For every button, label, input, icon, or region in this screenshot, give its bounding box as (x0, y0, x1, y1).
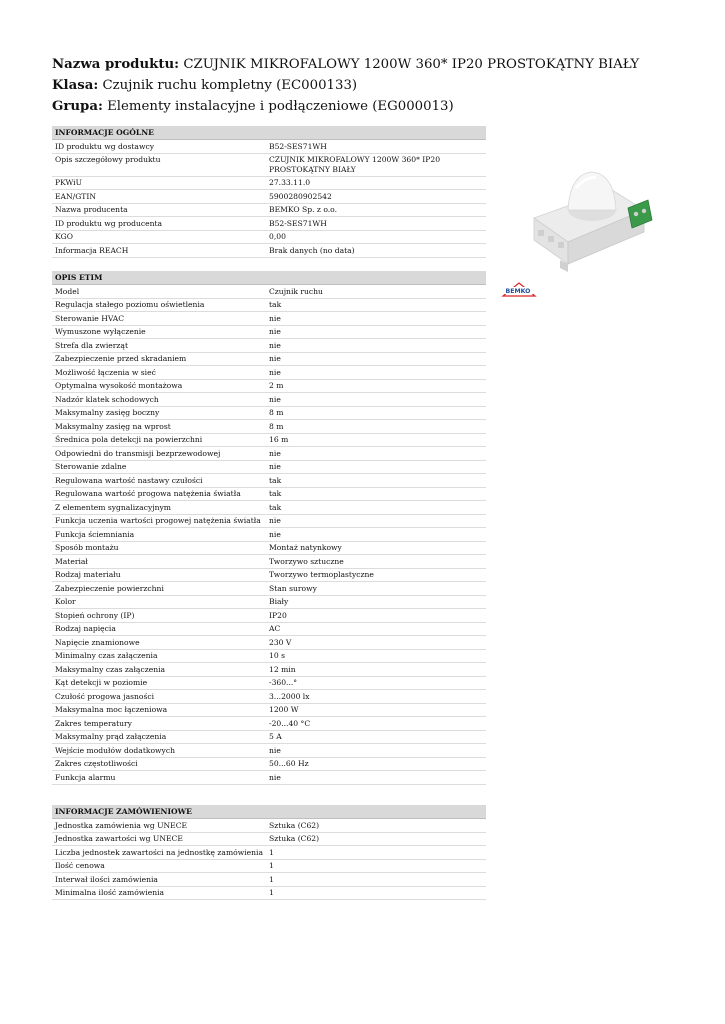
etim-row-value: nie (269, 772, 281, 782)
order-info-row-label: Liczba jednostek zawartości na jednostkę zamówienia (55, 847, 263, 857)
general-info-row (52, 190, 486, 204)
etim-row-value: IP20 (269, 610, 287, 620)
etim-row (52, 731, 486, 745)
product-name-value: CZUJNIK MIKROFALOWY 1200W 360* IP20 PROSTOKĄTNY BIAŁY (183, 57, 640, 72)
group-line (52, 96, 712, 117)
etim-row (52, 420, 486, 434)
general-info-row (52, 217, 486, 231)
group-label: Grupa: (52, 99, 103, 114)
etim-row (52, 461, 486, 475)
etim-row-value: -360...° (269, 678, 298, 687)
etim-row (52, 650, 486, 664)
etim-row-value: 8 m (269, 421, 284, 431)
etim-table (52, 271, 486, 785)
etim-row-value: 10 s (269, 651, 285, 660)
general-info-row-value: BEMKO Sp. z o.o. (269, 205, 338, 214)
etim-row-label: Czułość progowa jasności (55, 691, 155, 701)
bemko-logo (501, 280, 537, 298)
etim-row-value: nie (269, 394, 281, 404)
etim-row (52, 704, 486, 718)
etim-row-value: Montaż natynkowy (269, 543, 342, 552)
etim-row (52, 555, 486, 569)
order-info-row (52, 846, 486, 860)
etim-row-label: Zabezpieczenie przed skradaniem (55, 354, 187, 363)
etim-row-label: Średnica pola detekcji na powierzchni (55, 435, 203, 444)
etim-row-label: Kolor (55, 597, 76, 606)
order-info-header: INFORMACJE ZAMÓWIENIOWE (52, 805, 486, 819)
etim-row (52, 609, 486, 623)
etim-row (52, 677, 486, 691)
general-info-row-label: ID produktu wg producenta (55, 218, 163, 228)
etim-row-value: nie (269, 340, 281, 350)
etim-row-value: nie (269, 529, 281, 539)
class-line (52, 75, 712, 96)
etim-row-label: Nadzór klatek schodowych (55, 394, 159, 404)
group-value: Elementy instalacyjne i podłączeniowe (EG000013) (107, 99, 454, 114)
order-info-row-label: Jednostka zamówienia wg UNECE (55, 820, 188, 830)
etim-row (52, 528, 486, 542)
etim-row-label: Maksymalny zasięg na wprost (55, 421, 171, 431)
etim-row (52, 353, 486, 367)
etim-row-value: tak (269, 489, 282, 498)
product-name-label: Nazwa produktu: (52, 57, 180, 72)
etim-row (52, 744, 486, 758)
etim-row-value: Stan surowy (269, 583, 317, 593)
etim-row-label: Wejście modułów dodatkowych (55, 745, 175, 755)
etim-row-label: Regulowana wartość nastawy czułości (55, 475, 203, 485)
general-info-row (52, 177, 486, 191)
etim-row-value: nie (269, 448, 281, 458)
etim-row-value: Biały (269, 597, 289, 606)
general-info-row (52, 244, 486, 258)
general-info-row-label: EAN/GTIN (55, 191, 97, 201)
etim-row (52, 407, 486, 421)
etim-row (52, 326, 486, 340)
etim-row-value: Czujnik ruchu (269, 286, 323, 296)
etim-row-value: 1200 W (269, 705, 299, 714)
order-info-row-label: Ilość cenowa (55, 861, 105, 870)
order-info-table (52, 805, 486, 900)
order-info-row (52, 887, 486, 901)
order-info-row-value: 1 (269, 847, 274, 857)
etim-row-value: 16 m (269, 435, 289, 444)
etim-row-label: Funkcja uczenia wartości progowej natężenia światła (55, 516, 261, 525)
order-info-row-label: Interwał ilości zamówienia (55, 874, 158, 884)
etim-row (52, 771, 486, 785)
general-info-row (52, 204, 486, 218)
etim-row-label: Możliwość łączenia w sieć (55, 367, 156, 377)
etim-row (52, 366, 486, 380)
etim-row-value: 3...2000 lx (269, 691, 310, 701)
order-info-row-value: Sztuka (C62) (269, 834, 320, 843)
etim-row-label: Stopień ochrony (IP) (55, 610, 135, 620)
etim-row (52, 488, 486, 502)
etim-row (52, 339, 486, 353)
etim-row-label: Napięcie znamionowe (55, 637, 140, 647)
etim-row-label: Funkcja ściemniania (55, 529, 135, 539)
etim-row-label: Model (55, 286, 80, 296)
etim-row (52, 542, 486, 556)
logo-text: BEMKO (505, 288, 531, 295)
etim-row-label: Zabezpieczenie powierzchni (55, 583, 164, 593)
etim-row-label: Maksymalny czas załączenia (55, 664, 166, 674)
order-info-row-label: Minimalna ilość zamówienia (55, 888, 165, 897)
etim-row-value: AC (269, 624, 281, 633)
etim-row-label: Kąt detekcji w poziomie (55, 678, 148, 687)
etim-row-value: tak (269, 502, 282, 512)
etim-row-label: Zakres częstotliwości (55, 759, 138, 768)
etim-row-value: Tworzywo termoplastyczne (269, 570, 374, 579)
order-info-row (52, 860, 486, 874)
etim-row-value: 12 min (269, 664, 296, 674)
general-info-row-label: KGO (55, 232, 73, 241)
etim-row-label: Odpowiedni do transmisji bezprzewodowej (55, 448, 221, 458)
etim-row-value: nie (269, 313, 281, 323)
order-info-row (52, 833, 486, 847)
order-info-row (52, 819, 486, 833)
etim-row (52, 312, 486, 326)
etim-row (52, 474, 486, 488)
order-info-row-value: 1 (269, 888, 274, 897)
etim-row (52, 596, 486, 610)
etim-row (52, 582, 486, 596)
general-info-row-value: 0,00 (269, 232, 286, 241)
etim-row (52, 447, 486, 461)
etim-row-value: 2 m (269, 381, 284, 390)
general-info-row-label: PKWiU (55, 178, 83, 187)
etim-row (52, 434, 486, 448)
general-info-row (52, 154, 486, 177)
etim-row-label: Optymalna wysokość montażowa (55, 381, 183, 390)
etim-row-label: Sterowanie zdalne (55, 462, 127, 471)
order-info-row-value: 1 (269, 861, 274, 870)
etim-row-label: Wymuszone wyłączenie (55, 327, 146, 336)
etim-row-label: Materiał (55, 556, 88, 566)
general-info-row-value: B52-SES71WH (269, 218, 327, 228)
etim-row (52, 569, 486, 583)
etim-row (52, 623, 486, 637)
etim-row (52, 380, 486, 394)
etim-row (52, 636, 486, 650)
etim-row-label: Minimalny czas załączenia (55, 651, 158, 660)
etim-row-value: tak (269, 475, 282, 485)
etim-row-value: nie (269, 462, 281, 471)
etim-row-label: Rodzaj materiału (55, 570, 121, 579)
etim-row-value: 8 m (269, 408, 284, 417)
general-info-row (52, 140, 486, 154)
etim-row (52, 515, 486, 529)
document-header (52, 54, 712, 117)
product-name-line (52, 54, 712, 75)
order-info-row (52, 873, 486, 887)
etim-row (52, 285, 486, 299)
general-info-row-value: CZUJNIK MIKROFALOWY 1200W 360* IP20 PROSTOKĄTNY BIAŁY (269, 155, 441, 174)
general-info-table (52, 126, 486, 258)
etim-row-label: Sterowanie HVAC (55, 313, 125, 323)
class-label: Klasa: (52, 78, 99, 93)
etim-row (52, 299, 486, 313)
etim-row-value: 50...60 Hz (269, 759, 309, 768)
etim-row-value: nie (269, 745, 281, 755)
etim-row-value: Tworzywo sztuczne (269, 556, 344, 566)
etim-row-value: -20...40 °C (269, 718, 311, 728)
general-info-row-value: 5900280902542 (269, 191, 332, 201)
etim-row-label: Maksymalny prąd załączenia (55, 732, 167, 741)
general-info-header: INFORMACJE OGÓLNE (52, 126, 486, 140)
general-info-row-label: ID produktu wg dostawcy (55, 141, 155, 151)
etim-row-value: nie (269, 327, 281, 336)
etim-row-label: Sposób montażu (55, 543, 119, 552)
order-info-row-label: Jednostka zawartości wg UNECE (55, 834, 183, 843)
etim-row (52, 663, 486, 677)
etim-row-label: Maksymalna moc łączeniowa (55, 705, 168, 714)
etim-row-value: nie (269, 367, 281, 377)
etim-row-label: Funkcja alarmu (55, 772, 116, 782)
etim-row-label: Zakres temperatury (55, 718, 132, 728)
etim-row-value: 5 A (269, 732, 282, 741)
order-info-row-value: Sztuka (C62) (269, 820, 320, 830)
etim-row-label: Regulacja stałego poziomu oświetlenia (55, 300, 205, 309)
etim-row-label: Rodzaj napięcia (55, 624, 116, 633)
general-info-row-label: Opis szczegółowy produktu (55, 155, 161, 164)
class-value: Czujnik ruchu kompletny (EC000133) (102, 78, 358, 93)
general-info-row-value: Brak danych (no data) (269, 245, 355, 255)
etim-row-label: Strefa dla zwierząt (55, 340, 128, 350)
etim-row-label: Maksymalny zasięg boczny (55, 408, 160, 417)
etim-row (52, 758, 486, 772)
etim-row (52, 501, 486, 515)
general-info-row (52, 231, 486, 245)
etim-row-value: nie (269, 516, 281, 525)
etim-row-label: Z elementem sygnalizacyjnym (55, 502, 171, 512)
etim-row (52, 393, 486, 407)
general-info-row-label: Nazwa producenta (55, 205, 128, 214)
general-info-row-value: 27.33.11.0 (269, 178, 311, 187)
etim-row (52, 717, 486, 731)
etim-row-value: nie (269, 354, 281, 363)
general-info-row-label: Informacja REACH (55, 245, 129, 255)
etim-row-value: tak (269, 300, 282, 309)
general-info-row-value: B52-SES71WH (269, 141, 327, 151)
etim-row-value: 230 V (269, 637, 292, 647)
order-info-row-value: 1 (269, 874, 274, 884)
etim-row-label: Regulowana wartość progowa natężenia światła (55, 489, 241, 498)
etim-header: OPIS ETIM (52, 271, 486, 285)
etim-row (52, 690, 486, 704)
product-image (524, 160, 664, 285)
